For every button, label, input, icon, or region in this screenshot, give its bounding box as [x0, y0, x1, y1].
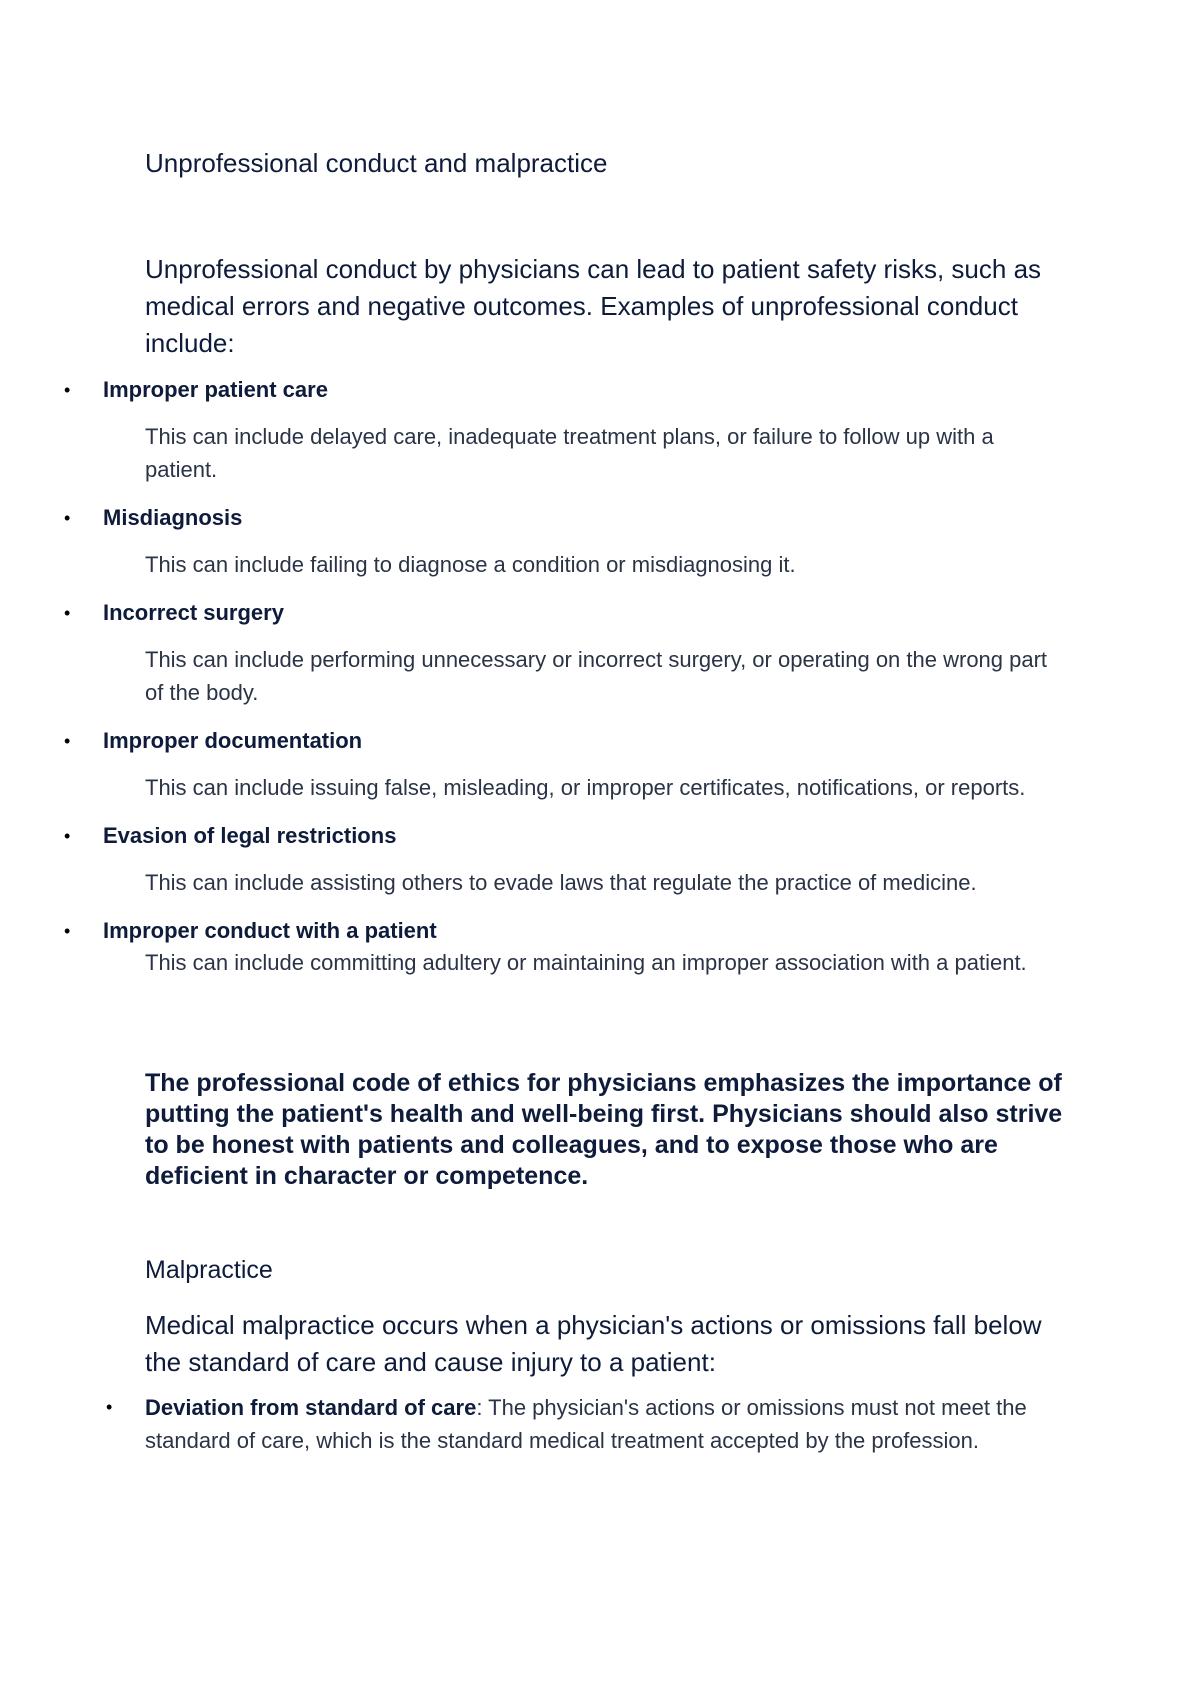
example-title: Misdiagnosis [103, 505, 243, 530]
bullet-icon: • [64, 921, 71, 941]
bullet-icon: • [64, 603, 71, 623]
example-description: This can include assisting others to evade laws that regulate the practice of medicine. [145, 870, 977, 895]
example-title: Improper patient care [103, 377, 328, 402]
list-item [0, 821, 1200, 916]
intro-paragraph: Unprofessional conduct by physicians can lead to patient safety risks, such as medical errors and negative outcomes. Examples of unprofessional conduct include: [145, 254, 1042, 358]
malpractice-list [0, 1391, 1200, 1457]
example-title: Improper conduct with a patient [103, 918, 437, 943]
malpractice-item [145, 1391, 1050, 1457]
example-title: Incorrect surgery [103, 600, 284, 625]
example-title: Evasion of legal restrictions [103, 823, 397, 848]
example-description: This can include committing adultery or maintaining an improper association with a patient. [145, 950, 1027, 975]
list-item [0, 503, 1200, 598]
bullet-icon: • [64, 380, 71, 400]
malpractice-heading: Malpractice [145, 1256, 273, 1284]
list-item [0, 1391, 1200, 1457]
bullet-icon: • [106, 1397, 113, 1417]
list-item [0, 916, 1200, 979]
list-item [0, 598, 1200, 726]
malpractice-term: Deviation from standard of care [145, 1395, 477, 1420]
example-description: This can include failing to diagnose a condition or misdiagnosing it. [145, 552, 796, 577]
malpractice-intro: Medical malpractice occurs when a physician's actions or omissions fall below the standard of care and cause injury to a patient: [145, 1310, 1042, 1377]
example-description: This can include issuing false, misleading, or improper certificates, notifications, or reports. [145, 775, 1026, 800]
bullet-icon: • [64, 508, 71, 528]
example-description: This can include delayed care, inadequate treatment plans, or failure to follow up with a patient. [145, 424, 994, 482]
examples-list [0, 375, 1200, 979]
ethics-paragraph: The professional code of ethics for physicians emphasizes the importance of putting the patient's health and well-being first. Physicians should also strive to be honest with patients and colleagues, and to expose those who are deficient in character or competence. [145, 1069, 1063, 1190]
example-title: Improper documentation [103, 728, 363, 753]
bullet-icon: • [64, 731, 71, 751]
document-title: Unprofessional conduct and malpractice [145, 148, 608, 178]
bullet-icon: • [64, 826, 71, 846]
list-item [0, 375, 1200, 503]
malpractice-text: : The physician's actions or omissions must not meet the standard of care, which is the standard medical treatment accepted by the profession. [145, 1395, 1027, 1453]
example-description: This can include performing unnecessary or incorrect surgery, or operating on the wrong part of the body. [145, 647, 1048, 705]
list-item [0, 726, 1200, 821]
